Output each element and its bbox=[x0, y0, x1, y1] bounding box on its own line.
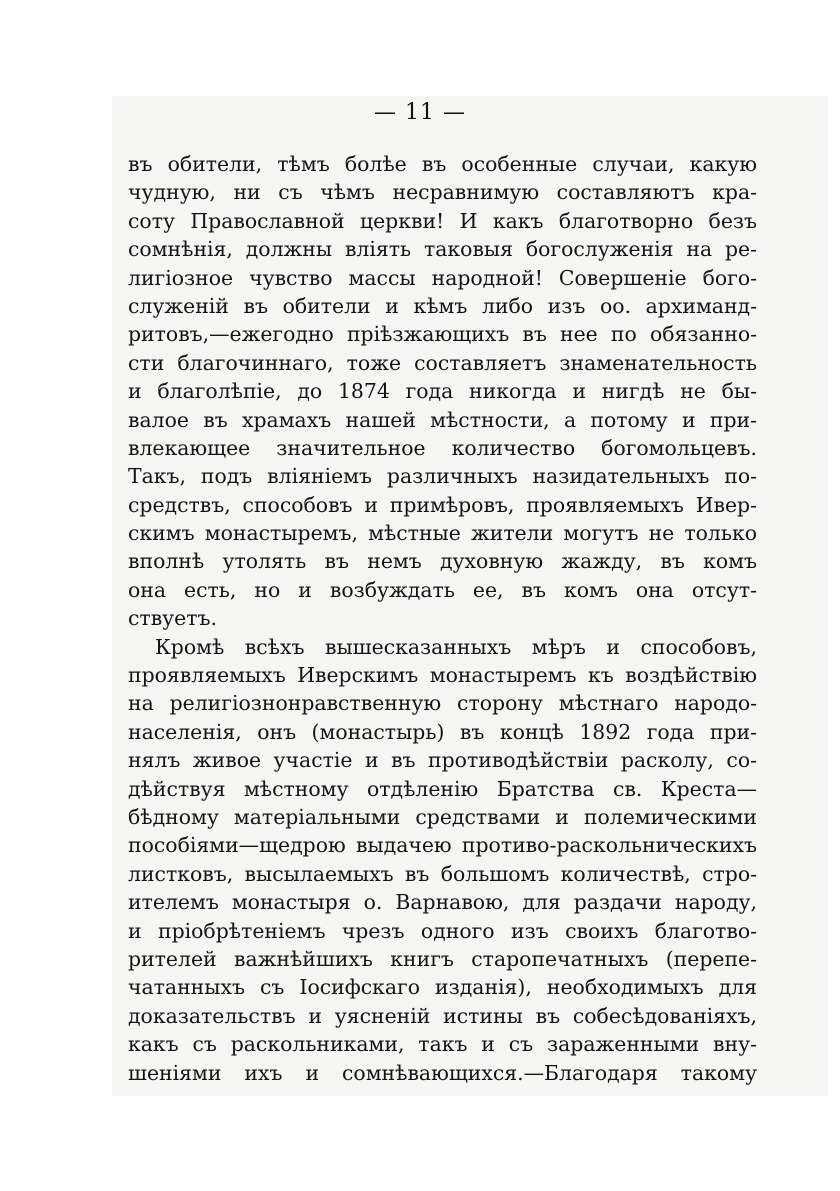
text-line: она есть, но и возбуждать ее, въ комъ она отсут- bbox=[128, 577, 757, 602]
text-line: листковъ, высылаемыхъ въ большомъ количествѣ, стро- bbox=[128, 861, 757, 886]
page-number: — 11 — bbox=[374, 100, 466, 125]
text-line: служеній въ обители и кѣмъ либо изъ оо. архиманд- bbox=[128, 293, 757, 318]
text-line: соту Православной церкви! И какъ благотворно безъ bbox=[128, 208, 757, 233]
body-text bbox=[128, 150, 757, 1087]
text-line: влекающее значительное количество богомольцевъ. bbox=[128, 435, 757, 460]
text-line: нялъ живое участіе и въ противодѣйствіи расколу, со- bbox=[128, 748, 757, 773]
text-line: валое въ храмахъ нашей мѣстности, а потому и при- bbox=[128, 407, 757, 432]
text-line: сти благочиннаго, тоже составляетъ знаменательность bbox=[128, 350, 757, 375]
text-line: лигіозное чувство массы народной! Совершеніе бого- bbox=[128, 265, 757, 290]
text-line: вполнѣ утолять въ немъ духовную жажду, въ комъ bbox=[128, 549, 757, 574]
text-line: бѣдному матеріальными средствами и полемическими bbox=[128, 804, 757, 829]
paragraph-end-line: ствуетъ. bbox=[128, 606, 217, 631]
text-line: средствъ, способовъ и примѣровъ, проявляемыхъ Ивер- bbox=[128, 492, 757, 517]
text-line: доказательствъ и уясненій истины въ собесѣдованіяхъ, bbox=[128, 1003, 757, 1028]
text-line: дѣйствуя мѣстному отдѣленію Братства св. Креста— bbox=[128, 776, 757, 801]
text-line: и пріобрѣтеніемъ чрезъ одного изъ своихъ благотво- bbox=[128, 918, 757, 943]
text-line: Такъ, подъ вліяніемъ различныхъ назидательныхъ по- bbox=[128, 464, 757, 489]
text-line: и благолѣпіе, до 1874 года никогда и нигдѣ не бы- bbox=[128, 379, 757, 404]
text-line: ритовъ,—ежегодно пріѣзжающихъ въ нее по обязанно- bbox=[128, 322, 757, 347]
text-line: рителей важнѣйшихъ книгъ старопечатныхъ (перепе- bbox=[128, 946, 757, 971]
text-line: скимъ монастыремъ, мѣстные жители могутъ не только bbox=[128, 521, 757, 546]
text-line: какъ съ раскольниками, такъ и съ зараженными вну- bbox=[128, 1032, 757, 1057]
text-line: сомнѣнія, должны влiять таковыя богослуженія на ре- bbox=[128, 237, 757, 262]
text-line: на религіознонравственную сторону мѣстнаго народо- bbox=[128, 691, 757, 716]
text-line: чатанныхъ съ Іосифскаго изданія), необходимыхъ для bbox=[128, 975, 757, 1000]
paragraph-start-line: Кромѣ всѣхъ вышесказанныхъ мѣръ и способовъ, bbox=[155, 634, 757, 659]
text-line: чудную, ни съ чѣмъ несравнимую составляютъ кра- bbox=[128, 180, 757, 205]
text-line: въ обители, тѣмъ болѣе въ особенные случаи, какую bbox=[128, 152, 757, 176]
text-line: проявляемыхъ Иверскимъ монастыремъ къ воздѣйствію bbox=[128, 663, 757, 688]
text-line: пособіями—щедрою выдачею противо-раскольническихъ bbox=[128, 833, 757, 858]
text-line: шеніями ихъ и сомнѣвающихся.—Благодаря такому bbox=[128, 1060, 757, 1085]
text-line: населенія, онъ (монастырь) въ концѣ 1892 года при- bbox=[128, 719, 757, 744]
text-line: ителемъ монастыря о. Варнавою, для раздачи народу, bbox=[128, 890, 757, 915]
